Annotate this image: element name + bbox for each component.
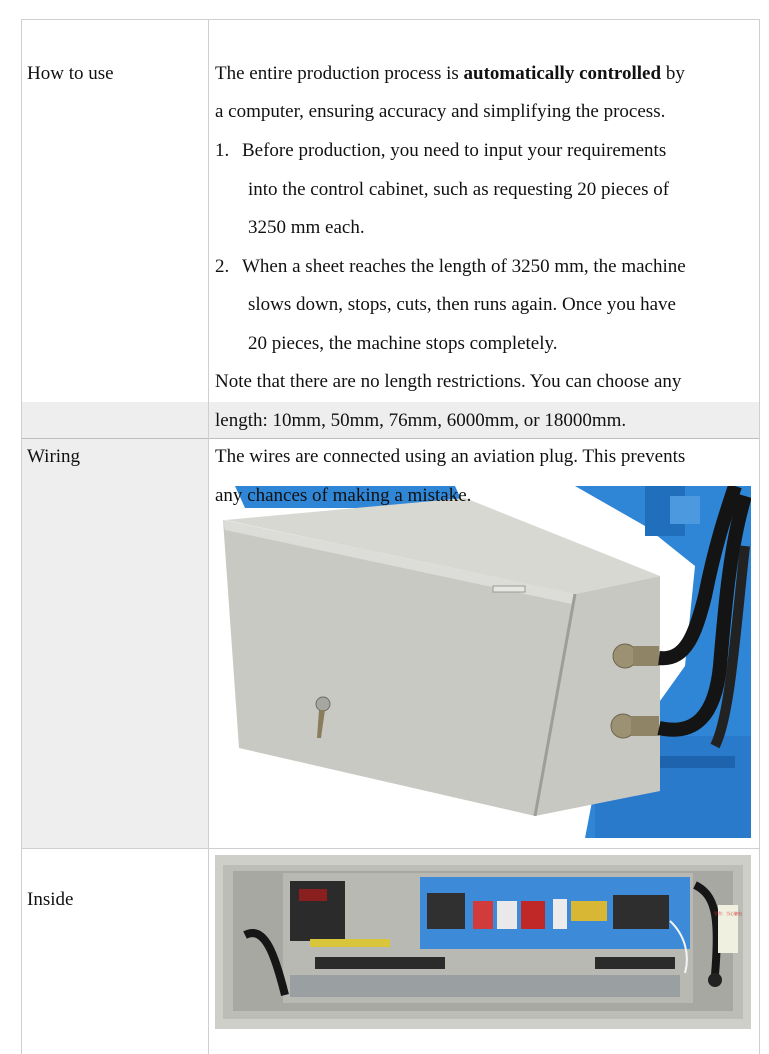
- step-1-number: 1.: [215, 140, 230, 161]
- step-1-line-3: 3250 mm each.: [248, 217, 365, 238]
- intro-text-after: by: [661, 63, 685, 84]
- row-label-how-to-use: How to use: [27, 63, 114, 84]
- inside-photo: [215, 855, 751, 1029]
- step-2-line-2: slows down, stops, cuts, then runs again. Once you have: [248, 294, 676, 315]
- wiring-line-2: any chances of making a mistake.: [215, 485, 472, 506]
- control-cabinet-illustration: [215, 486, 751, 838]
- wiring-line-1: The wires are connected using an aviation plug. This prevents: [215, 446, 686, 467]
- table-left-border: [21, 19, 22, 1054]
- intro-line-1: [215, 55, 685, 94]
- wiring-photo: [215, 486, 751, 838]
- row-label-inside: Inside: [27, 889, 74, 910]
- intro-bold-text: automatically controlled: [463, 63, 662, 84]
- step-1-line-1: Before production, you need to input your requirements: [242, 140, 667, 161]
- step-2-line-1: When a sheet reaches the length of 3250 mm, the machine: [242, 256, 686, 277]
- warning-sticker-text: 警告：当心触电: [714, 911, 742, 916]
- label-cell-wiring-bg: [21, 438, 208, 848]
- note-line-1: Note that there are no length restrictions. You can choose any: [215, 371, 682, 392]
- step-1-line-2: into the control cabinet, such as requesting 20 pieces of: [248, 179, 670, 200]
- intro-text-before: The entire production process is: [215, 63, 464, 84]
- cabinet-interior-illustration: [215, 855, 751, 1029]
- table-right-border: [759, 19, 760, 1054]
- intro-line-2: a computer, ensuring accuracy and simplifying the process.: [215, 101, 666, 122]
- note-line-2: length: 10mm, 50mm, 76mm, 6000mm, or 18000mm.: [215, 410, 627, 431]
- table-top-border: [21, 19, 759, 20]
- column-divider: [208, 19, 209, 1054]
- step-2-line-3: 20 pieces, the machine stops completely.: [248, 333, 558, 354]
- step-2-number: 2.: [215, 256, 230, 277]
- row-label-wiring: Wiring: [27, 446, 81, 467]
- row-divider-inside: [21, 848, 759, 849]
